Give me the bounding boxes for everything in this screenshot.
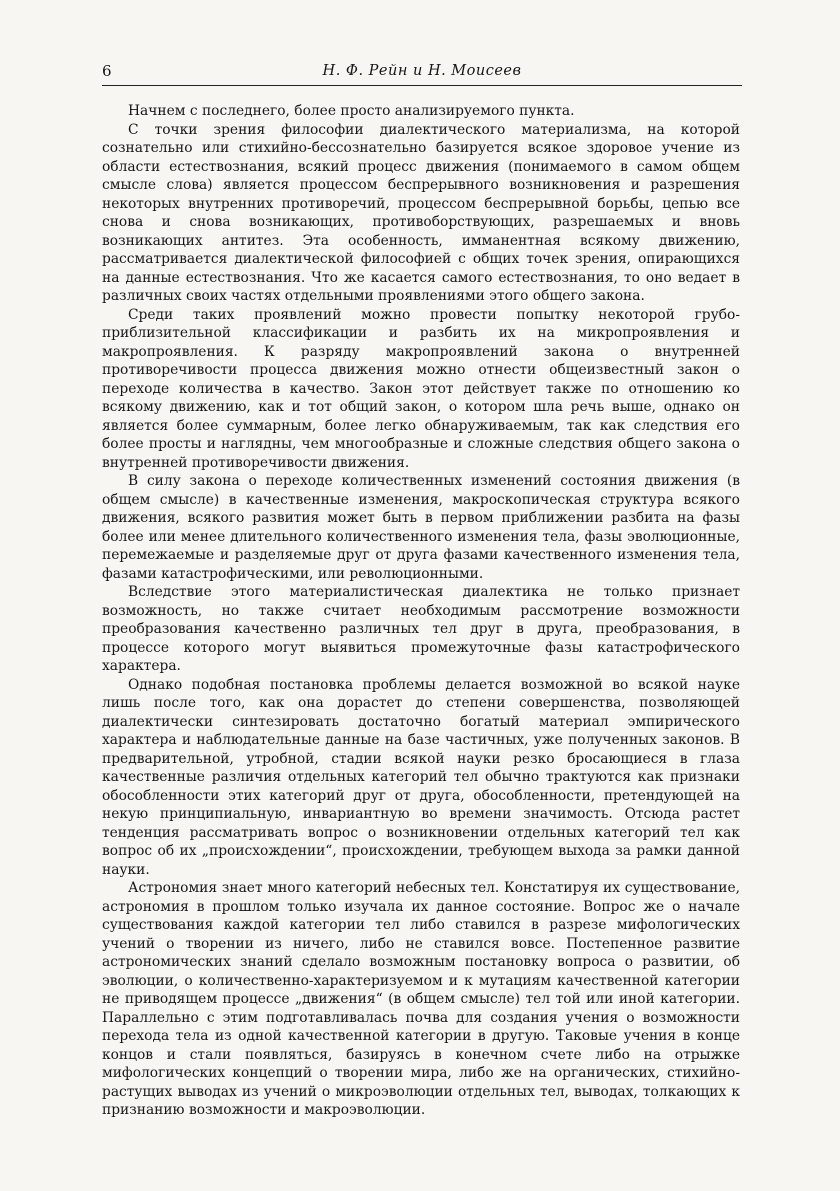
header-rule <box>102 85 742 86</box>
page-number: 6 <box>102 62 112 80</box>
running-head-authors: Н. Ф. Рейн и Н. Моисеев <box>322 63 522 79</box>
paragraph: С точки зрения философии диалектического материализма, на которой сознательно или стихийно-бессознательно базируется всякое здоровое учение из области естествознания, всякий процесс движения (понимаемого в самом общем смысле слова) является процессом беспрерывного возникновения и разрешения некоторых внутренних противоречий, процессом беспрерывной борьбы, цепью все снова и снова возникающих, противоборствующих, разрешаемых и вновь возникающих антитез. Эта особенность, имманентная всякому движению, рассматривается диалектической философией с общих точек зрения, опирающихся на данные естествознания. Что же касается самого естествознания, то оно ведает в различных своих частях отдельными проявлениями этого общего закона. <box>102 121 740 304</box>
paragraph: Вследствие этого материалистическая диалектика не только признает возможность, но также считает необходимым рассмотрение возможности преобразования качественно различных тел друг в друга, преобразования, в процессе которого могут выявиться промежуточные фазы катастрофического характера. <box>102 584 740 674</box>
paragraph: Начнем с последнего, более просто анализируемого пункта. <box>128 103 575 119</box>
page-header <box>102 60 742 82</box>
body-text <box>102 102 740 1120</box>
paragraph: В силу закона о переходе количественных изменений состояния движения (в общем смысле) в качественные изменения, макроскопическая структура всякого движения, всякого развития может быть в первом приближении разбита на фазы более или менее длительного количественного изменения тела, фазы эволюционные, перемежаемые и разделяемые друг от друга фазами качественного изменения тела, фазами катастрофическими, или революционными. <box>102 473 740 582</box>
paragraph: Однако подобная постановка проблемы делается возможной во всякой науке лишь после того, как она дорастет до степени совершенства, позволяющей диалектически синтезировать достаточно богатый материал эмпирического характера и наблюдательные данные на базе частичных, уже полученных законов. В предварительной, утробной, стадии всякой науки резко бросающиеся в глаза качественные различия отдельных категорий тел обычно трактуются как признаки обособленности этих категорий друг от друга, обособленности, претендующей на некую принципиальную, инвариантную во времени значимость. Отсюда растет тенденция рассматривать вопрос о возникновении отдельных категорий тел как вопрос об их „происхождении“, происхождении, требующем выхода за рамки данной науки. <box>102 676 740 878</box>
paragraph: Астрономия знает много категорий небесных тел. Констатируя их существование, астрономия в прошлом только изучала их данное состояние. Вопрос же о начале существования каждой категории тел либо ставился в разрезе мифологических учений о творении из ничего, либо не ставился вовсе. Постепенное развитие астрономических знаний сделало возможным постановку вопроса о развитии, об эволюции, о количественно-характеризуемом и к мутациям качественной категории не приводящем процессе „движения“ (в общем смысле) тел той или иной категории. Параллельно с этим подготавливалась почва для создания учения о возможности перехода тела из одной качественной категории в другую. Таковые учения в конце концов и стали появляться, базируясь в конечном счете либо на отрыжке мифологических концепций о творении мира, либо же на органических, стихийно-растущих выводах из учений о микроэволюции отдельных тел, выводах, толкающих к признанию возможности и макроэволюции. <box>102 880 740 1118</box>
paragraph: Среди таких проявлений можно провести попытку некоторой грубо-приблизительной классификации и разбить их на микропроявления и макропроявления. К разряду макропроявлений закона о внутренней противоречивости процесса движения можно отнести общеизвестный закон о переходе количества в качество. Закон этот действует также по отношению ко всякому движению, как и тот общий закон, о котором шла речь выше, однако он является более суммарным, более легко обнаруживаемым, так как следствия его более просты и наглядны, чем многообразные и сложные следствия общего закона о внутренней противоречивости движения. <box>102 306 740 471</box>
